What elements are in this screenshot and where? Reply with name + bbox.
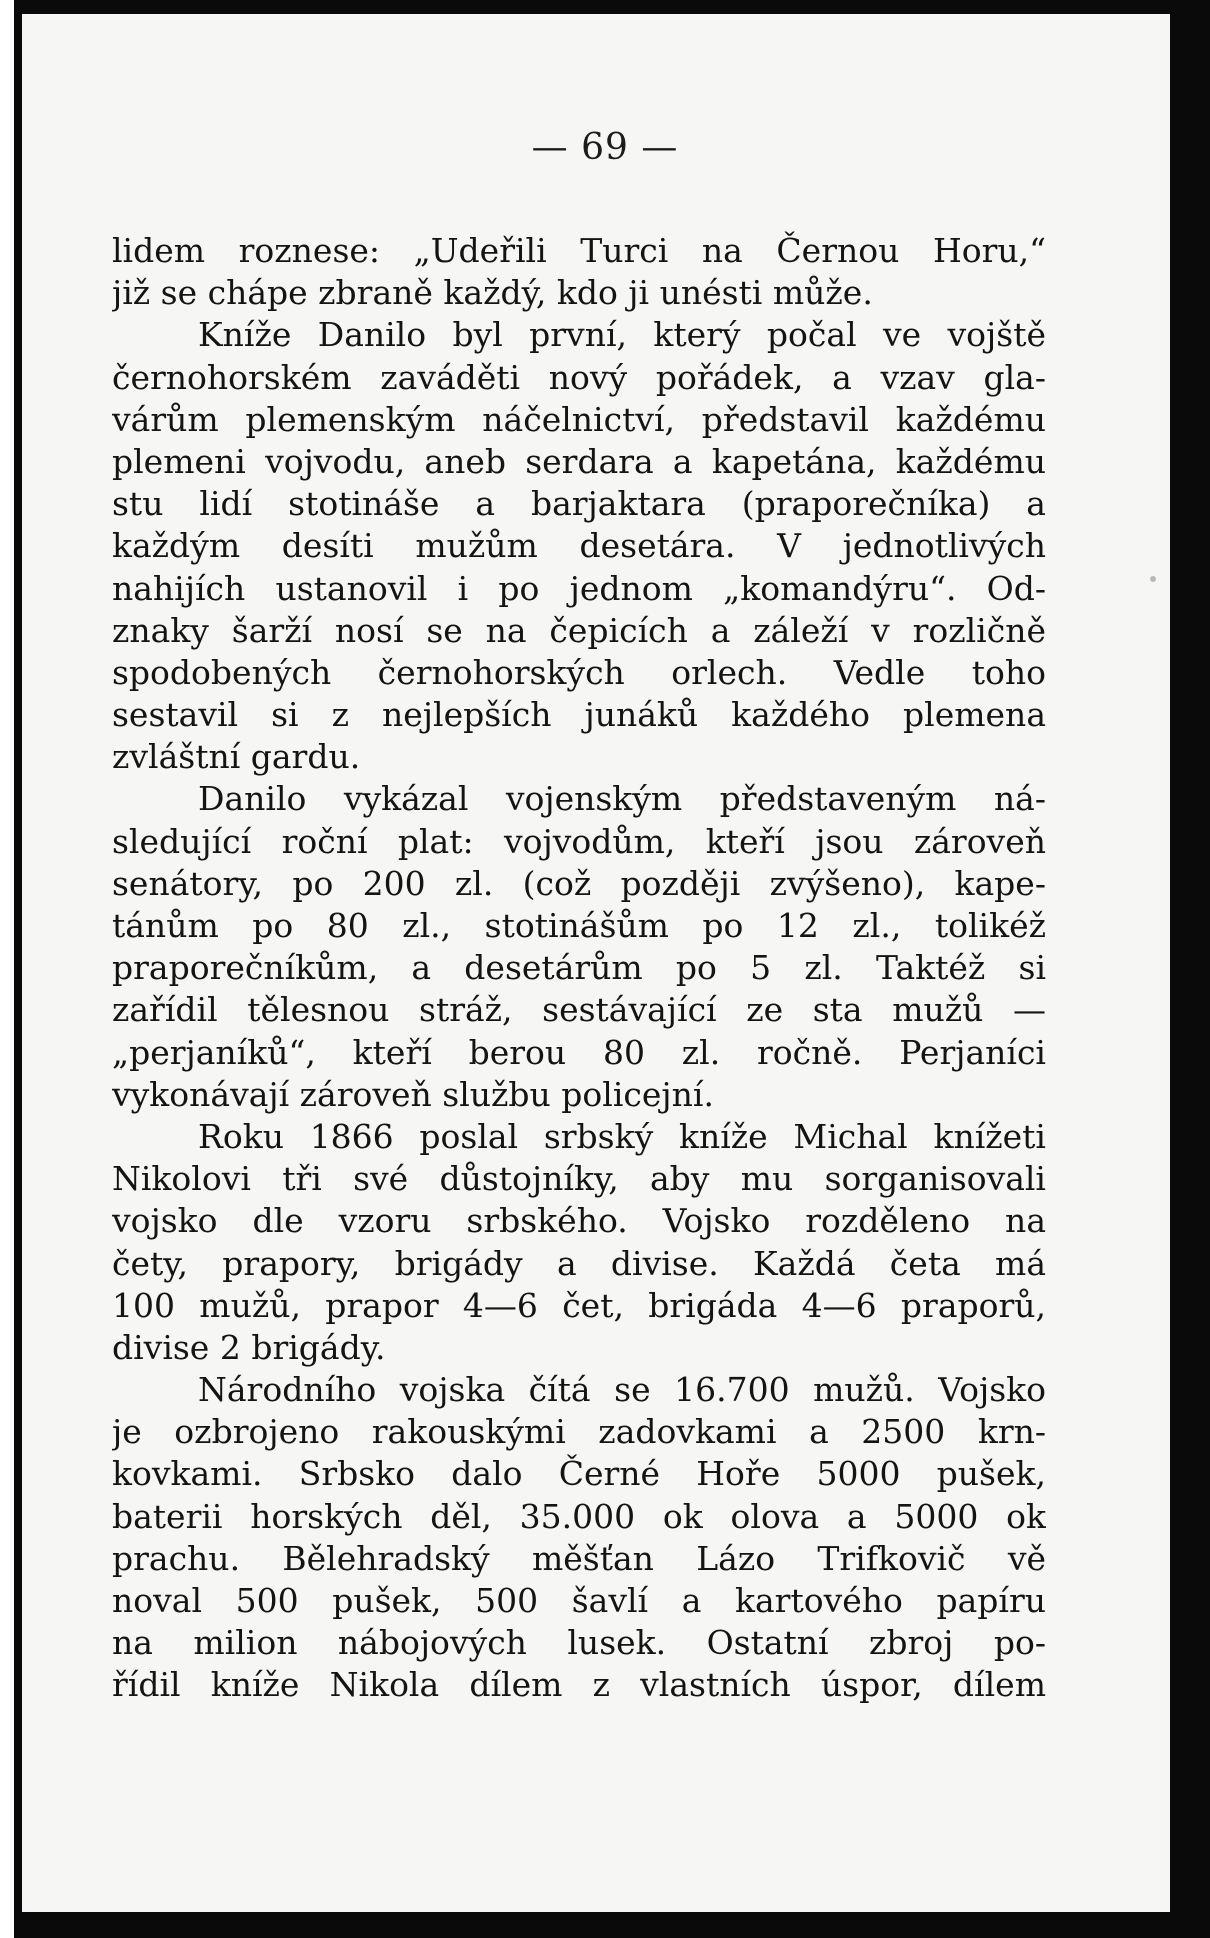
text-line: plemeni vojvodu, aneb serdara a kapetána, každému — [112, 441, 1046, 481]
text-line: prachu. Bělehradský měšťan Lázo Trifkovič vě — [112, 1538, 1046, 1578]
text-line: senátory, po 200 zl. (což později zvýšeno), kape- — [112, 863, 1046, 903]
text-line: várům plemenským náčelnictví, představil každému — [112, 399, 1046, 439]
text-line: 100 mužů, prapor 4—6 čet, brigáda 4—6 praporů, — [112, 1285, 1046, 1325]
text-line: divise 2 brigády. — [112, 1327, 386, 1367]
text-line: již se chápe zbraně každý, kdo ji unésti může. — [112, 273, 873, 313]
paper-speck — [1150, 576, 1156, 582]
text-line: spodobených černohorských orlech. Vedle toho — [112, 652, 1046, 692]
text-line: řídil kníže Nikola dílem z vlastních úspor, dílem — [112, 1665, 1046, 1705]
text-line: Roku 1866 poslal srbský kníže Michal knížeti — [198, 1116, 1046, 1156]
text-line: baterii horských děl, 35.000 ok olova a 5000 ok — [112, 1496, 1046, 1536]
text-line: stu lidí stotináše a barjaktara (praporečníka) a — [112, 484, 1046, 524]
text-line: lidem roznese: „Udeřili Turci na Černou Horu,“ — [112, 231, 1046, 270]
text-line: vojsko dle vzoru srbského. Vojsko rozděleno na — [112, 1201, 1046, 1241]
text-line: noval 500 pušek, 500 šavlí a kartového papíru — [112, 1581, 1046, 1620]
text-line: na milion nábojových lusek. Ostatní zbroj po- — [112, 1623, 1046, 1663]
body-text — [112, 230, 1046, 1707]
text-line: tánům po 80 zl., stotinášům po 12 zl., tolikéž — [112, 906, 1046, 945]
text-line: každým desíti mužům desetára. V jednotlivých — [112, 526, 1046, 566]
text-line: je ozbrojeno rakouskými zadovkami a 2500 krn- — [112, 1412, 1046, 1452]
text-line: vykonávají zároveň službu policejní. — [112, 1074, 714, 1114]
page-number: — 69 — — [531, 127, 679, 168]
text-line: Nikolovi tři své důstojníky, aby mu sorganisovali — [112, 1159, 1046, 1199]
text-line: černohorském zaváděti nový pořádek, a vzav gla- — [112, 357, 1046, 397]
text-line: „perjaníků“, kteří berou 80 zl. ročně. Perjaníci — [112, 1032, 1046, 1072]
text-line: sestavil si z nejlepších junáků každého plemena — [112, 695, 1046, 735]
text-line: sledující roční plat: vojvodům, kteří jsou zároveň — [112, 821, 1046, 861]
text-line: zvláštní gardu. — [112, 737, 361, 777]
text-line: praporečníkům, a desetárům po 5 zl. Taktéž si — [112, 948, 1046, 988]
text-line: Kníže Danilo byl první, který počal ve vojště — [198, 315, 1046, 355]
text-line: kovkami. Srbsko dalo Černé Hoře 5000 pušek, — [112, 1454, 1046, 1494]
text-line: nahijích ustanovil i po jednom „komandýru“. Od- — [112, 568, 1046, 608]
text-line: zařídil tělesnou stráž, sestávající ze sta mužů — — [112, 990, 1046, 1030]
left-margin-strip — [0, 0, 14, 1938]
text-line: Danilo vykázal vojenským představeným ná- — [198, 779, 1046, 819]
text-line: znaky šarží nosí se na čepicích a záleží v rozličně — [112, 610, 1046, 650]
text-line: Národního vojska čítá se 16.700 mužů. Vojsko — [198, 1370, 1046, 1410]
text-line: čety, prapory, brigády a divise. Každá četa má — [112, 1243, 1046, 1283]
